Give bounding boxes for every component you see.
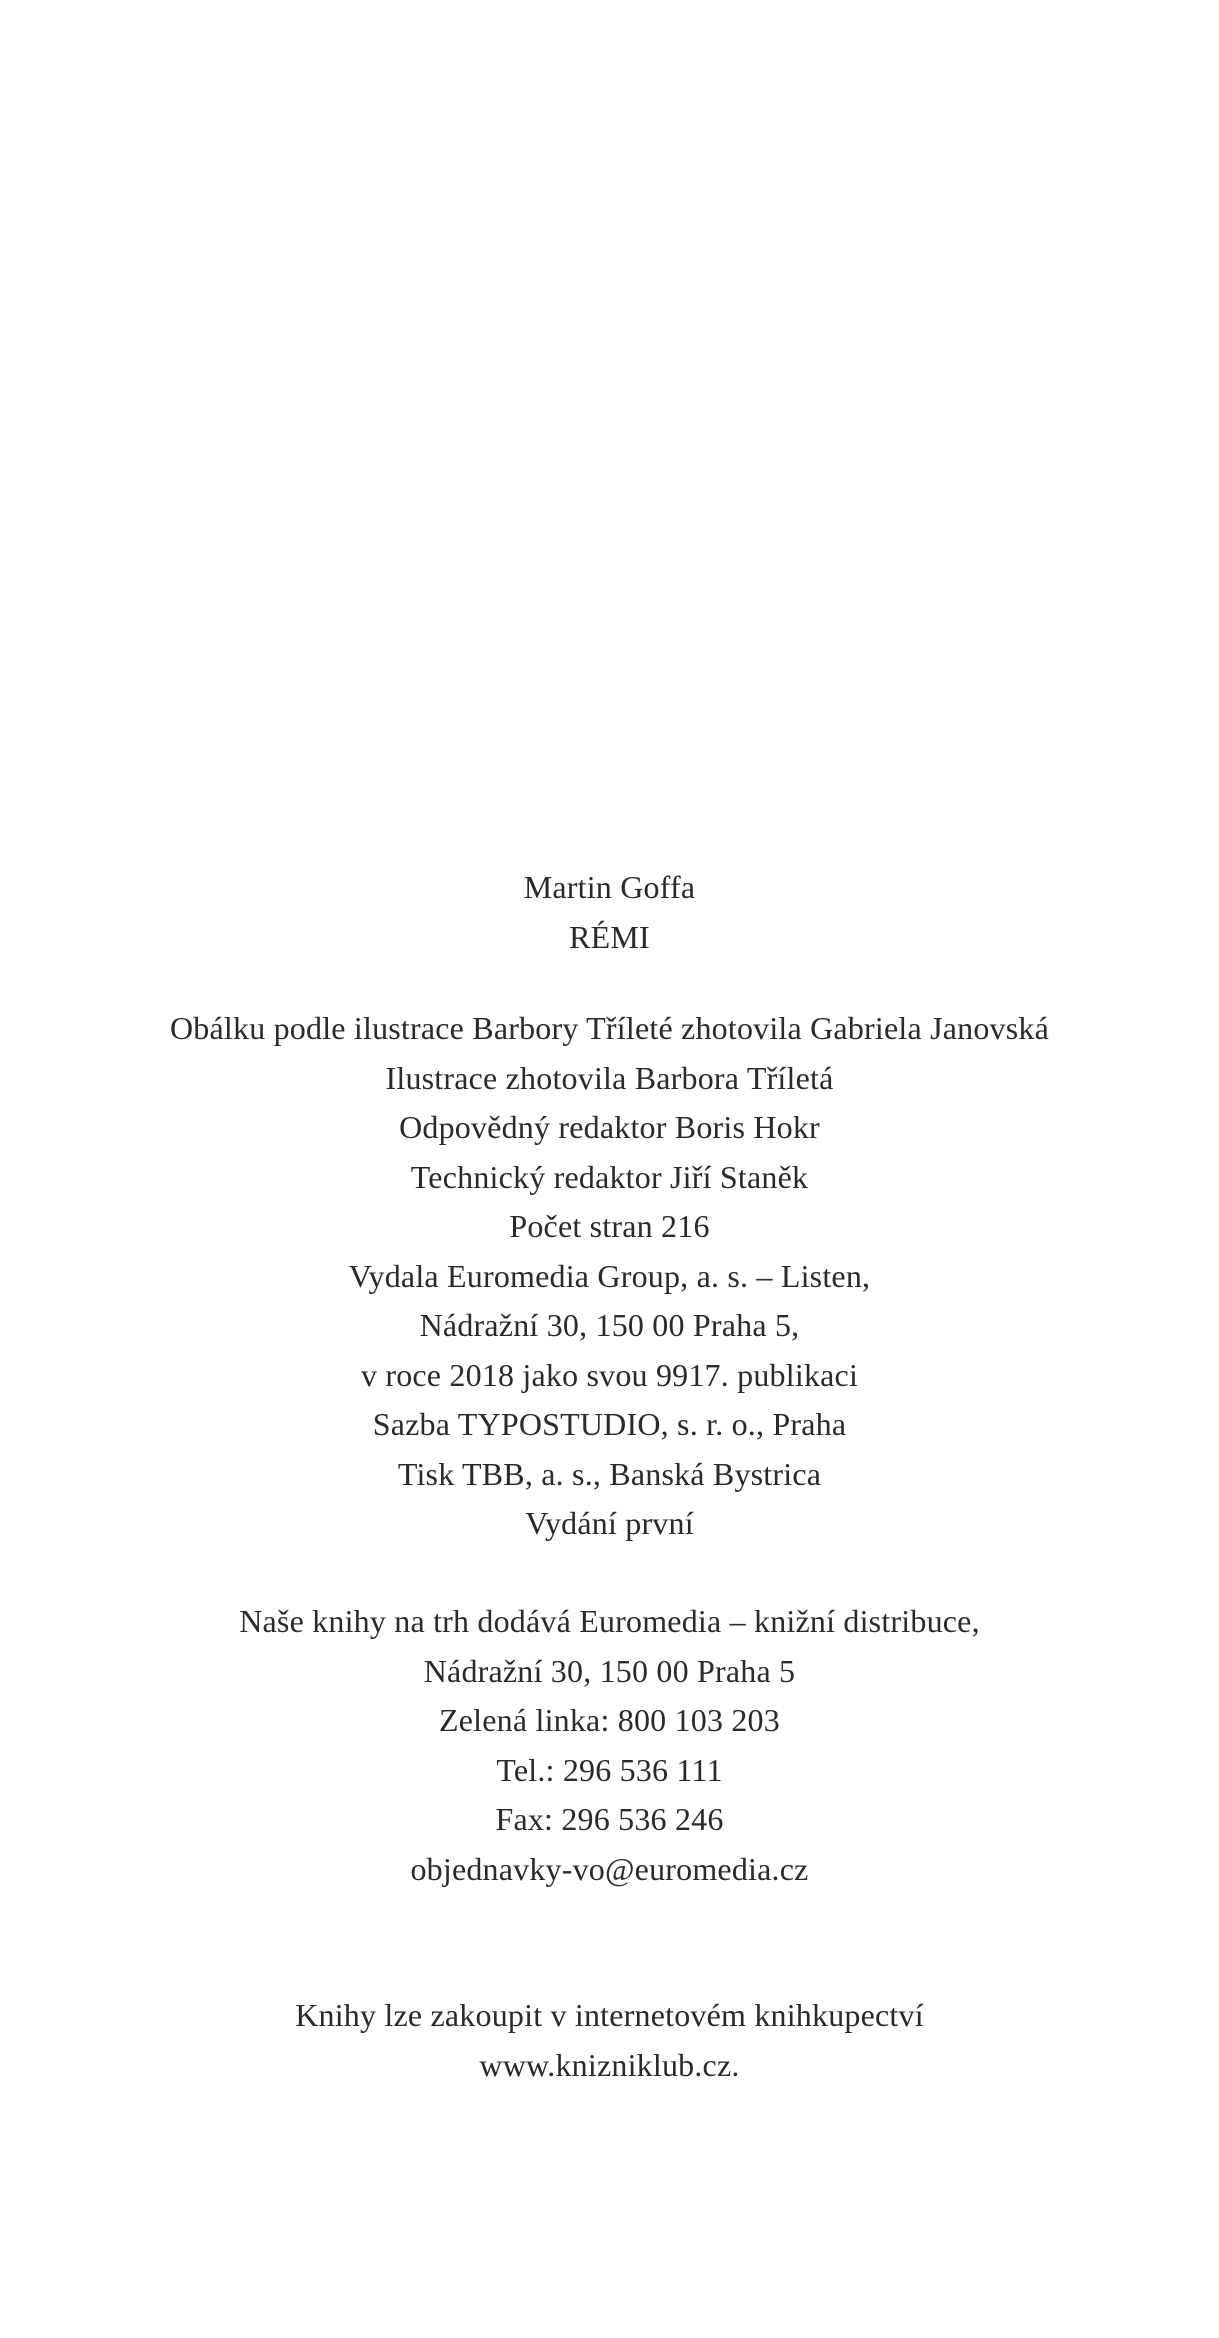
credit-illustration-line: Ilustrace zhotovila Barbora Tříletá: [385, 1059, 834, 1096]
distribution-address-line: Nádražní 30, 150 00 Praha 5: [423, 1652, 796, 1689]
credits-block: [0, 1004, 1219, 1549]
book-title: RÉMI: [569, 918, 650, 955]
shop-info-line: Knihy lze zakoupit v internetovém knihkupectví: [295, 1997, 924, 2033]
fax-line: Fax: 296 536 246: [495, 1801, 724, 1837]
order-email: objednavky-vo@euromedia.cz: [410, 1850, 809, 1887]
page-count-line: Počet stran 216: [509, 1208, 710, 1244]
typesetting-line: Sazba TYPOSTUDIO, s. r. o., Praha: [372, 1406, 847, 1442]
author-name: Martin Goffa: [523, 869, 696, 905]
printing-line: Tisk TBB, a. s., Banská Bystrica: [397, 1455, 822, 1492]
edition-line: Vydání první: [525, 1505, 694, 1541]
shop-website: www.knizniklub.cz.: [479, 2046, 740, 2083]
publisher-address-line: Nádražní 30, 150 00 Praha 5,: [419, 1307, 800, 1343]
credit-technical-editor-line: Technický redaktor Jiří Staněk: [410, 1158, 809, 1195]
distribution-block: [0, 1597, 1219, 1894]
publication-year-line: v roce 2018 jako svou 9917. publikaci: [360, 1356, 859, 1393]
publisher-line: Vydala Euromedia Group, a. s. – Listen,: [348, 1257, 871, 1294]
telephone-line: Tel.: 296 536 111: [496, 1751, 723, 1788]
credit-editor-line: Odpovědný redaktor Boris Hokr: [399, 1109, 820, 1145]
distribution-line: Naše knihy na trh dodává Euromedia – knižní distribuce,: [239, 1603, 980, 1639]
title-block: [0, 863, 1219, 962]
credit-cover-line: Obálku podle ilustrace Barbory Tříleté zhotovila Gabriela Janovská: [170, 1010, 1049, 1046]
green-line-phone: Zelená linka: 800 103 203: [439, 1702, 780, 1738]
shop-block: [0, 1991, 1219, 2090]
